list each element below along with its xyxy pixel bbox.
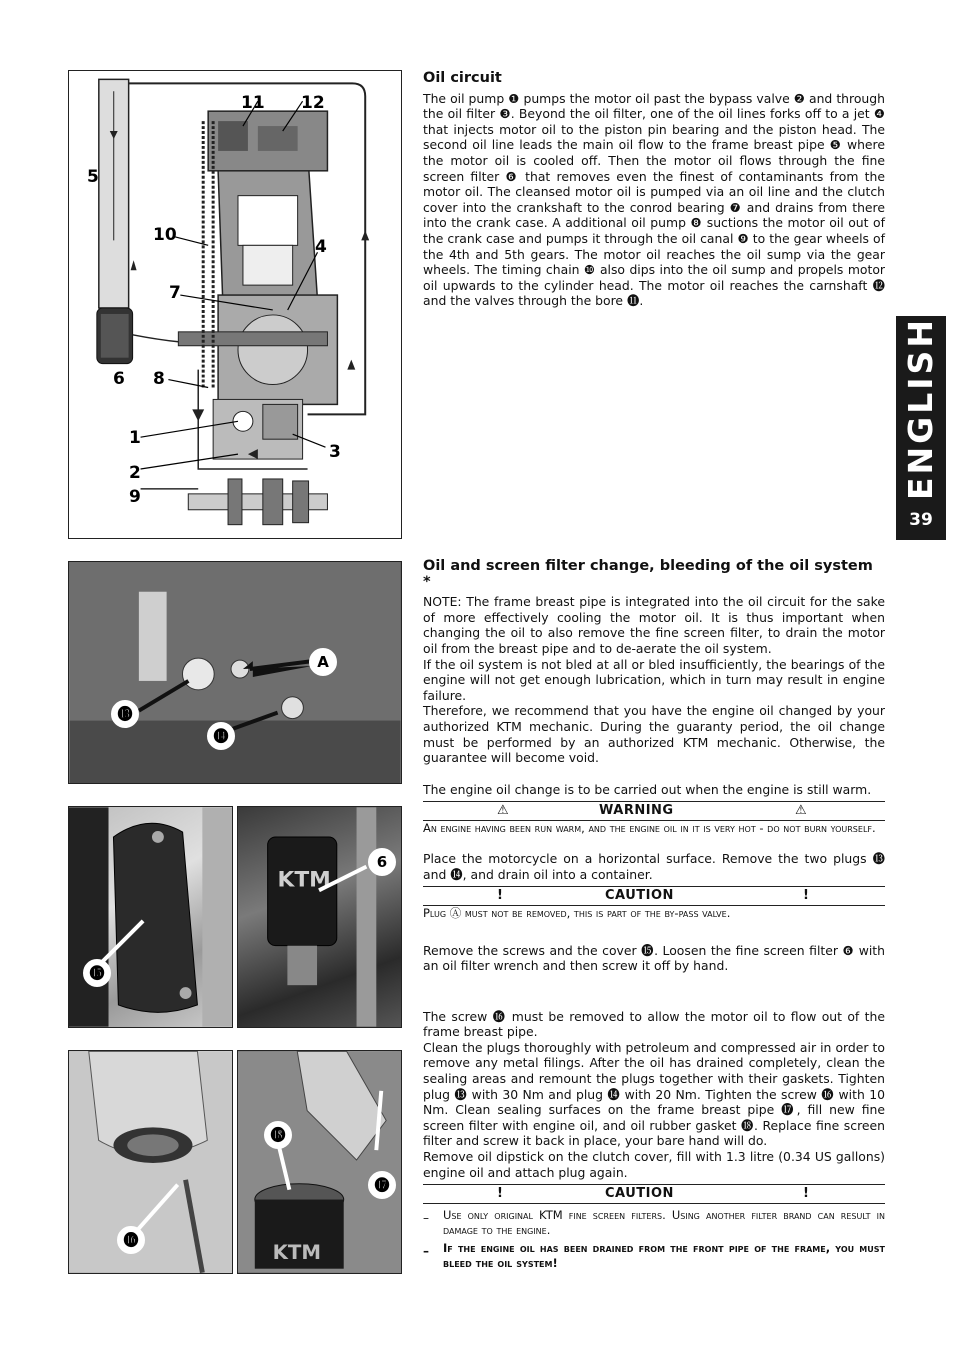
- page-number: 39: [909, 510, 933, 530]
- photo-fine-screen-filter: [237, 806, 402, 1028]
- step-fill-oil: Remove oil dipstick on the clutch cover, fill with 1.3 litre (0.34 US gallons) engine oil and attach plug again.: [423, 1149, 885, 1180]
- caution-text: Plug Ⓐ must not be removed, this is part of the by-pass valve.: [423, 905, 731, 920]
- photo-label-17: ⓱: [368, 1171, 396, 1199]
- warning-text: An engine having been run warm, and the engine oil in it is very hot - do not burn yourself.: [423, 821, 876, 836]
- diagram-label-5: 5: [87, 167, 99, 187]
- diagram-label-12: 12: [301, 93, 325, 113]
- warm-engine-note: The engine oil change is to be carried out when the engine is still warm.: [423, 781, 872, 797]
- oil-circuit-section: [423, 71, 885, 309]
- warning-icon: ⚠: [497, 803, 510, 819]
- photo-label-6: 6: [368, 848, 396, 876]
- ktm-logo: KTM: [277, 867, 331, 893]
- breast-pipe-screw-illustration: [69, 1051, 232, 1273]
- list-item: [423, 1208, 885, 1238]
- diagram-label-4: 4: [315, 237, 327, 257]
- photo-label-16: ⓰: [117, 1226, 145, 1254]
- filter-cover-illustration: [69, 807, 232, 1027]
- language-tab: [896, 316, 946, 540]
- diagram-label-11: 11: [241, 93, 265, 113]
- diagram-label-9: 9: [129, 487, 141, 507]
- photo-label-14: ⓮: [207, 722, 235, 750]
- list-item: [423, 1241, 885, 1271]
- diagram-label-1: 1: [129, 428, 141, 448]
- caution-label: CAUTION: [605, 1186, 674, 1202]
- filter-gasket-illustration: [238, 1051, 401, 1273]
- note-original-filters: Use only original KTM fine screen filters. Using another filter brand can result in damage to the engine.: [443, 1208, 885, 1238]
- photo-filter-gasket: [237, 1050, 402, 1274]
- caution-list: [423, 1208, 885, 1271]
- warning-label: WARNING: [599, 803, 674, 819]
- note-breast-pipe: NOTE: The frame breast pipe is integrated into the oil circuit for the sake of more effectively cooling the motor oil. It is thus important when changing the oil to also remove the fine screen filter, to drain the motor oil from the breast pipe and to de-aerate the oil system.: [423, 594, 885, 656]
- note-recommendation: Therefore, we recommend that you have the engine oil changed by your authorized KTM mechanic. During the guaranty period, the oil change must be performed by an authorized KTM mechanic. Otherwise, the guarantee will become void.: [423, 703, 885, 766]
- filter-change-title: Oil and screen filter change, bleeding of the oil system *: [423, 558, 873, 590]
- caution-icon: !: [497, 1186, 504, 1202]
- language-label: ENGLISH: [901, 317, 940, 500]
- diagram-label-10: 10: [153, 225, 177, 245]
- dash: –: [423, 1244, 429, 1259]
- photo-label-18: ⓲: [264, 1121, 292, 1149]
- drain-plugs-illustration: [69, 562, 401, 783]
- fine-screen-filter-illustration: [238, 807, 401, 1027]
- ktm-logo: KTM: [272, 1240, 322, 1264]
- oil-circuit-title: Oil circuit: [423, 70, 502, 86]
- photo-breast-pipe-screw: [68, 1050, 233, 1274]
- step-remove-cover: Remove the screws and the cover ⓯. Loosen the fine screen filter ❻ with an oil filter wrench and then screw it off by hand.: [423, 942, 885, 974]
- caution-icon: !: [803, 887, 810, 903]
- warning-icon: ⚠: [795, 803, 808, 819]
- filter-change-section: [423, 559, 885, 1271]
- diagram-label-6: 6: [113, 369, 125, 389]
- caution-banner: [423, 886, 885, 906]
- diagram-label-2: 2: [129, 463, 141, 483]
- caution-icon: !: [803, 1186, 810, 1202]
- diagram-label-8: 8: [153, 369, 165, 389]
- photo-label-A: A: [309, 648, 337, 676]
- dash: –: [423, 1211, 429, 1226]
- oil-circuit-body: The oil pump ❶ pumps the motor oil past the bypass valve ❷ and through the oil filter ❸. Beyond the oil filter, one of the oil lines forks off to a jet ❹ that injects motor oil to the piston pin bearing and the piston head. The second oil line leads the main oil flow to the frame breast pipe ❺ where the motor oil is cooled off. Then the motor oil flows through the fine screen filter ❻ that removes even the finest of contaminants from the motor oil. The cleansed motor oil is pumped via an oil line and the clutch cover into the crankshaft to the conrod bearing ❼ and drains from there into the crank case. A additional oil pump ❽ suctions the motor oil out of the crank case and pumps it through the oil canal ❾ to the gear wheels of the 4th and 5th gears. The motor oil reaches the oil sump via the gear wheels. The timing chain ❿ also dips into the oil sump and propels motor oil upwards to the cylinder head. The motor oil reaches the carnshaft ⓬ and the valves through the bore ⓫.: [423, 90, 885, 309]
- step-remove-plugs: Place the motorcycle on a horizontal surface. Remove the two plugs ⓭ and ⓮, and drain oil into a container.: [423, 851, 885, 882]
- caution-label: CAUTION: [605, 887, 674, 903]
- diagram-label-3: 3: [329, 442, 341, 462]
- caution-banner-2: [423, 1184, 885, 1204]
- diagram-label-7: 7: [169, 283, 181, 303]
- caution-icon: !: [497, 887, 504, 903]
- note-bleeding: If the oil system is not bled at all or bled insufficiently, the bearings of the engine will not get enough lubrication, which in turn may result in engine failure.: [423, 656, 885, 703]
- photo-drain-plugs: [68, 561, 402, 784]
- photo-label-13: ⓭: [111, 700, 139, 728]
- warning-banner: [423, 801, 885, 821]
- step-remove-screw: The screw ⓰ must be removed to allow the motor oil to flow out of the frame breast pipe.: [423, 1008, 885, 1040]
- step-clean-plugs: Clean the plugs thoroughly with petroleum and compressed air in order to remove any metal filings. After the oil has drained completely, clean the sealing areas and remount the plugs together with their gaskets. Tighten plug ⓭ with 30 Nm and plug ⓮ with 20 Nm. Tighten the screw ⓰ with 10 Nm. Clean sealing surfaces on the frame breast pipe ⓱, fill new fine screen filter with engine oil, and oil rubber gasket ⓲. Replace fine screen filter and screw it back in place, your bare hand will do.: [423, 1039, 885, 1149]
- engine-cutaway-drawing: [69, 71, 401, 538]
- oil-circuit-diagram: [68, 70, 402, 539]
- photo-label-15: ⓯: [83, 959, 111, 987]
- note-bleed-system: If the engine oil has been drained from the front pipe of the frame, you must bleed the oil system!: [443, 1241, 885, 1271]
- photo-filter-cover: [68, 806, 233, 1028]
